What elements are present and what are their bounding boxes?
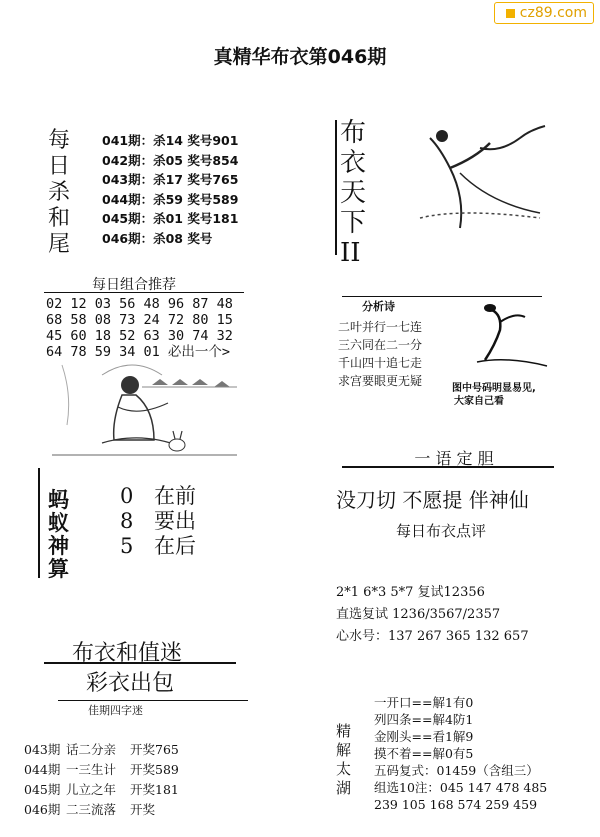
period-cell: 046期 bbox=[24, 802, 61, 817]
ant-text: 在前 bbox=[154, 484, 196, 508]
ant-left-border bbox=[38, 468, 40, 578]
result-cell: 开奖765 bbox=[130, 742, 179, 757]
yiyu-divider bbox=[342, 466, 554, 468]
ant-text: 在后 bbox=[154, 534, 196, 558]
picks-line: 心水号：137 267 365 132 657 bbox=[336, 629, 529, 644]
result-cell: 开奖 bbox=[130, 802, 156, 817]
list-item: 044期：杀59 奖号589 bbox=[102, 191, 239, 207]
word-cell: 一三生计 bbox=[66, 762, 117, 777]
list-item bbox=[120, 534, 196, 559]
poem-top-rule bbox=[58, 700, 248, 701]
combo-heading: 每日组合推荐 bbox=[92, 277, 176, 293]
combo-row: 68 58 08 73 24 72 80 15 bbox=[46, 312, 233, 328]
buyi-zhi-divider bbox=[44, 662, 236, 664]
table-row bbox=[24, 740, 179, 760]
list-item bbox=[120, 484, 196, 509]
vchar: 杀 bbox=[48, 180, 71, 205]
word-cell: 二三流落 bbox=[66, 802, 117, 817]
vchar: 尾 bbox=[48, 232, 71, 257]
list-item bbox=[120, 509, 196, 534]
reading-woman-illustration bbox=[42, 355, 242, 460]
list-item: 五码复式：01459（含组三） bbox=[374, 763, 539, 778]
yiyu-heading: 一 语 定 胆 bbox=[414, 449, 494, 468]
vchar: 蚁 bbox=[48, 510, 69, 535]
vchar: 下 bbox=[340, 208, 367, 238]
list-item: 045期：杀01 奖号181 bbox=[102, 211, 239, 226]
poem-line: 三六同在二一分 bbox=[338, 338, 423, 352]
jingjie-list bbox=[374, 694, 547, 813]
poem-table bbox=[24, 740, 179, 820]
fenxi-note bbox=[452, 382, 536, 408]
vchar: 衣 bbox=[340, 148, 367, 178]
vchar: 和 bbox=[48, 206, 71, 231]
combo-row: 45 60 18 52 63 30 74 32 bbox=[46, 328, 233, 344]
combo-divider bbox=[44, 292, 244, 293]
vchar: 算 bbox=[48, 556, 69, 581]
period-cell: 045期 bbox=[24, 782, 61, 797]
list-item: 列四条==解4防1 bbox=[374, 712, 474, 727]
vchar: 日 bbox=[48, 154, 71, 179]
combo-row: 02 12 03 56 48 96 87 48 bbox=[46, 296, 233, 312]
tianxia-vertical-title bbox=[340, 118, 366, 268]
tianxia-left-border bbox=[335, 120, 337, 255]
picks-line: 2*1 6*3 5*7 复试12356 bbox=[336, 585, 485, 600]
combo-row: 64 78 59 34 01 必出一个> bbox=[46, 344, 231, 360]
list-item: 金刚头==看1解9 bbox=[374, 729, 474, 744]
logo-square-icon bbox=[506, 9, 515, 18]
result-cell: 开奖181 bbox=[130, 782, 179, 797]
list-item: 046期：杀08 奖号 bbox=[102, 230, 213, 246]
poem-line: 二叶并行一七连 bbox=[338, 320, 423, 334]
fenxi-poem bbox=[338, 318, 422, 390]
site-watermark bbox=[494, 2, 594, 24]
picks-line: 直选复试 1236/3567/2357 bbox=[336, 607, 501, 622]
daily-tail-vertical-title bbox=[48, 128, 70, 258]
ant-list bbox=[120, 484, 196, 559]
poem-heading: 佳期四字迷 bbox=[88, 704, 143, 717]
vchar: 蚂 bbox=[48, 487, 69, 512]
daily-tail-list bbox=[102, 131, 238, 248]
sprout-figure-illustration bbox=[462, 300, 552, 375]
list-item: 042期：杀05 奖号854 bbox=[102, 152, 239, 168]
word-cell: 话二分亲 bbox=[66, 742, 117, 757]
ant-text: 要出 bbox=[154, 509, 196, 533]
yiyu-phrase: 没刀切 不愿提 伴神仙 bbox=[336, 488, 529, 512]
picks-block bbox=[336, 582, 529, 648]
combo-grid bbox=[46, 296, 233, 360]
list-item: 239 105 168 574 259 459 bbox=[374, 797, 538, 812]
vchar: 布 bbox=[340, 118, 367, 148]
ant-number: 5 bbox=[120, 534, 134, 558]
jingjie-vertical-title bbox=[336, 722, 351, 798]
buyi-zhi-line1: 布衣和值迷 bbox=[72, 641, 183, 666]
note-line: 大家自己看 bbox=[454, 396, 504, 407]
vchar: 太 bbox=[336, 760, 352, 778]
period-cell: 043期 bbox=[24, 742, 61, 757]
buyi-zhi-line2: 彩衣出包 bbox=[86, 671, 175, 696]
list-item: 043期：杀17 奖号765 bbox=[102, 172, 239, 187]
vchar: 精 bbox=[336, 722, 352, 740]
ant-vertical-title bbox=[48, 488, 69, 580]
vchar: 湖 bbox=[336, 779, 352, 797]
list-item: 一开口==解1有0 bbox=[374, 695, 474, 710]
page-title: 真精华布衣第046期 bbox=[213, 46, 387, 68]
ant-number: 8 bbox=[120, 509, 134, 533]
ant-number: 0 bbox=[120, 484, 134, 508]
roman-numeral: II bbox=[340, 238, 361, 268]
fenxi-heading: 分析诗 bbox=[362, 300, 395, 313]
vchar: 天 bbox=[340, 178, 367, 208]
fenxi-top-rule bbox=[342, 296, 542, 297]
word-cell: 儿立之年 bbox=[66, 782, 117, 797]
note-line: 图中号码明显易见, bbox=[452, 383, 536, 394]
poem-line: 千山四十追七走 bbox=[338, 356, 423, 370]
list-item: 041期：杀14 奖号901 bbox=[102, 133, 239, 148]
period-cell: 044期 bbox=[24, 762, 61, 777]
table-row bbox=[24, 780, 179, 800]
yiyu-sub: 每日布衣点评 bbox=[396, 522, 487, 540]
vchar: 神 bbox=[48, 533, 69, 558]
list-item: 摸不着==解0有5 bbox=[374, 746, 474, 761]
dancer-sketch-illustration bbox=[400, 118, 560, 238]
result-cell: 开奖589 bbox=[130, 762, 179, 777]
vchar: 每 bbox=[48, 128, 71, 153]
watermark-text: cz89.com bbox=[519, 5, 587, 21]
table-row bbox=[24, 800, 179, 820]
vchar: 解 bbox=[336, 741, 352, 759]
list-item: 组选10注：045 147 478 485 bbox=[374, 780, 548, 795]
poem-line: 求宫要眼更无疑 bbox=[338, 374, 423, 388]
table-row bbox=[24, 760, 179, 780]
